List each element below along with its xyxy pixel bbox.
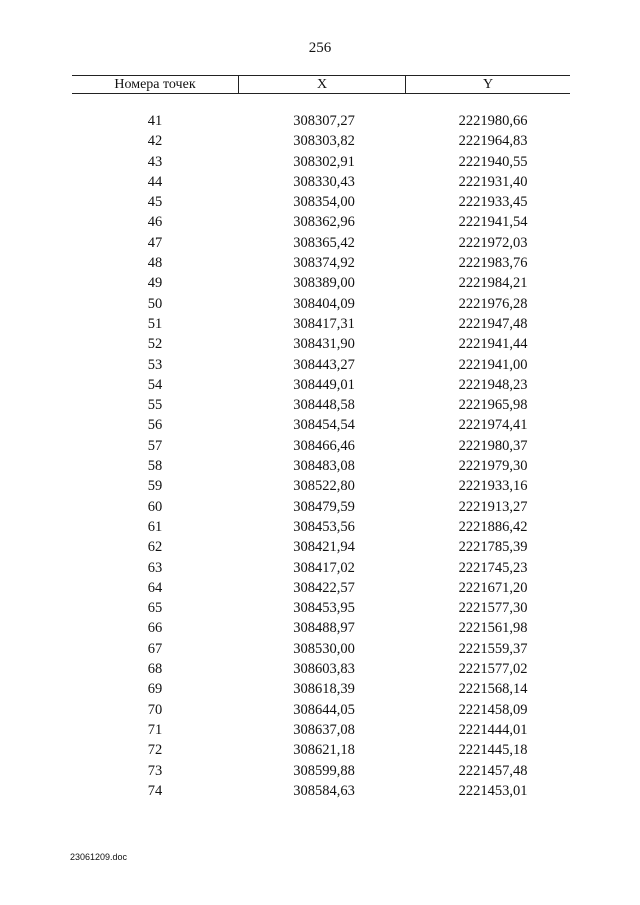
point-number-cell: 50 [147,295,163,312]
y-coordinate-cell: 2221445,18 [458,742,528,759]
x-coordinate-cell: 308479,59 [293,498,355,515]
point-number-cell: 62 [147,539,163,556]
y-coordinate-cell: 2221976,28 [458,295,528,312]
point-number-cell: 51 [147,315,163,332]
x-coordinate-cell: 308453,56 [293,518,355,535]
x-coordinate-cell: 308307,27 [293,113,355,129]
y-coordinate-cell: 2221453,01 [458,782,528,799]
y-coordinate-cell: 2221983,76 [458,255,528,272]
x-coordinate-cell: 308488,97 [293,620,355,637]
y-coordinate-cell: 2221940,55 [458,153,528,170]
point-number-cell: 61 [147,518,163,535]
x-coordinate-cell: 308422,57 [293,579,355,596]
y-coordinate-cell: 2221964,83 [458,133,528,150]
y-coordinate-cell: 2221913,27 [458,498,528,515]
x-coordinate-cell: 308522,80 [293,478,355,495]
table-row [72,212,570,232]
table-row [72,436,570,456]
table-row [72,618,570,638]
point-number-cell: 57 [147,437,163,454]
y-coordinate-cell: 2221561,98 [458,620,528,637]
table-row [72,253,570,273]
x-coordinate-cell: 308644,05 [293,701,355,718]
header-point-number: Номера точек [72,76,239,93]
table-row [72,273,570,293]
point-number-cell: 56 [147,417,163,434]
table-row [72,781,570,801]
table-header [72,75,570,94]
table-row [72,395,570,415]
y-coordinate-cell: 2221972,03 [458,234,528,251]
table-row [72,761,570,781]
point-number-cell: 74 [147,782,163,799]
point-number-cell: 44 [147,173,163,190]
point-number-cell: 73 [147,762,163,779]
table-row [72,111,570,131]
x-coordinate-cell: 308448,58 [293,397,355,414]
point-number-cell: 54 [147,376,163,393]
coordinates-table-body [72,111,570,801]
point-number-cell: 63 [147,559,163,576]
point-number-cell: 66 [147,620,163,637]
x-coordinate-cell: 308302,91 [293,153,355,170]
x-coordinate-cell: 308362,96 [293,214,355,231]
y-coordinate-cell: 2221568,14 [458,681,528,698]
table-row [72,334,570,354]
y-coordinate-cell: 2221941,00 [458,356,528,373]
table-row [72,131,570,151]
y-coordinate-cell: 2221980,37 [458,437,528,454]
y-coordinate-cell: 2221965,98 [458,397,528,414]
y-coordinate-cell: 2221671,20 [458,579,528,596]
point-number-cell: 72 [147,742,163,759]
y-coordinate-cell: 2221941,44 [458,336,528,353]
point-number-cell: 64 [147,579,163,596]
y-coordinate-cell: 2221984,21 [458,275,528,292]
point-number-cell: 53 [147,356,163,373]
table-row [72,517,570,537]
point-number-cell: 45 [147,194,163,211]
y-coordinate-cell: 2221457,48 [458,762,528,779]
y-coordinate-cell: 2221947,48 [458,315,528,332]
header-y: Y [482,77,494,92]
x-coordinate-cell: 308584,63 [293,782,355,799]
table-row [72,578,570,598]
y-coordinate-cell: 2221444,01 [458,721,528,738]
table-row [72,233,570,253]
table-row [72,497,570,517]
x-coordinate-cell: 308449,01 [293,376,355,393]
y-coordinate-cell: 2221941,54 [458,214,528,231]
table-row [72,598,570,618]
point-number-cell: 59 [147,478,163,495]
x-coordinate-cell: 308431,90 [293,336,355,353]
x-coordinate-cell: 308454,54 [293,417,355,434]
table-row [72,679,570,699]
point-number-cell: 41 [147,113,163,129]
table-row [72,294,570,314]
table-row [72,700,570,720]
point-number-cell: 67 [147,640,163,657]
header-x: X [239,76,406,93]
x-coordinate-cell: 308466,46 [293,437,355,454]
point-number-cell: 65 [147,600,163,617]
table-row [72,720,570,740]
table-row [72,355,570,375]
table-row [72,476,570,496]
page-number: 256 [308,40,332,56]
point-number-cell: 52 [147,336,163,353]
y-coordinate-cell: 2221980,66 [458,113,528,129]
point-number-cell: 48 [147,255,163,272]
point-number-cell: 60 [147,498,163,515]
x-coordinate-cell: 308354,00 [293,194,355,211]
y-coordinate-cell: 2221979,30 [458,458,528,475]
x-coordinate-cell: 308443,27 [293,356,355,373]
x-coordinate-cell: 308483,08 [293,458,355,475]
point-number-cell: 58 [147,458,163,475]
x-coordinate-cell: 308417,02 [293,559,355,576]
point-number-cell: 43 [147,153,163,170]
x-coordinate-cell: 308599,88 [293,762,355,779]
y-coordinate-cell: 2221886,42 [458,518,528,535]
x-coordinate-cell: 308389,00 [293,275,355,292]
y-coordinate-cell: 2221577,30 [458,600,528,617]
y-coordinate-cell: 2221974,41 [458,417,528,434]
point-number-cell: 69 [147,681,163,698]
x-coordinate-cell: 308453,95 [293,600,355,617]
y-coordinate-cell: 2221559,37 [458,640,528,657]
point-number-cell: 70 [147,701,163,718]
x-coordinate-cell: 308618,39 [293,681,355,698]
x-coordinate-cell: 308417,31 [293,315,355,332]
table-row [72,740,570,760]
table-row [72,172,570,192]
x-coordinate-cell: 308621,18 [293,742,355,759]
point-number-cell: 55 [147,397,163,414]
y-coordinate-cell: 2221933,45 [458,194,528,211]
table-row [72,659,570,679]
x-coordinate-cell: 308637,08 [293,721,355,738]
y-coordinate-cell: 2221948,23 [458,376,528,393]
table-row [72,558,570,578]
y-coordinate-cell: 2221931,40 [458,173,528,190]
x-coordinate-cell: 308374,92 [293,255,355,272]
table-row [72,415,570,435]
x-coordinate-cell: 308404,09 [293,295,355,312]
point-number-cell: 47 [147,234,163,251]
table-row [72,537,570,557]
x-coordinate-cell: 308365,42 [293,234,355,251]
x-coordinate-cell: 308421,94 [293,539,355,556]
y-coordinate-cell: 2221745,23 [458,559,528,576]
x-coordinate-cell: 308330,43 [293,173,355,190]
table-row [72,639,570,659]
footer-filename: 23061209.doc [70,852,128,862]
table-row [72,192,570,212]
table-row [72,314,570,334]
x-coordinate-cell: 308530,00 [293,640,355,657]
point-number-cell: 71 [147,721,163,738]
table-row [72,152,570,172]
table-row [72,375,570,395]
point-number-cell: 68 [147,661,163,678]
y-coordinate-cell: 2221933,16 [458,478,528,495]
x-coordinate-cell: 308603,83 [293,661,355,678]
point-number-cell: 46 [147,214,163,231]
y-coordinate-cell: 2221785,39 [458,539,528,556]
point-number-cell: 49 [147,275,163,292]
table-row [72,456,570,476]
x-coordinate-cell: 308303,82 [293,133,355,150]
point-number-cell: 42 [147,133,163,150]
y-coordinate-cell: 2221458,09 [458,701,528,718]
y-coordinate-cell: 2221577,02 [458,661,528,678]
